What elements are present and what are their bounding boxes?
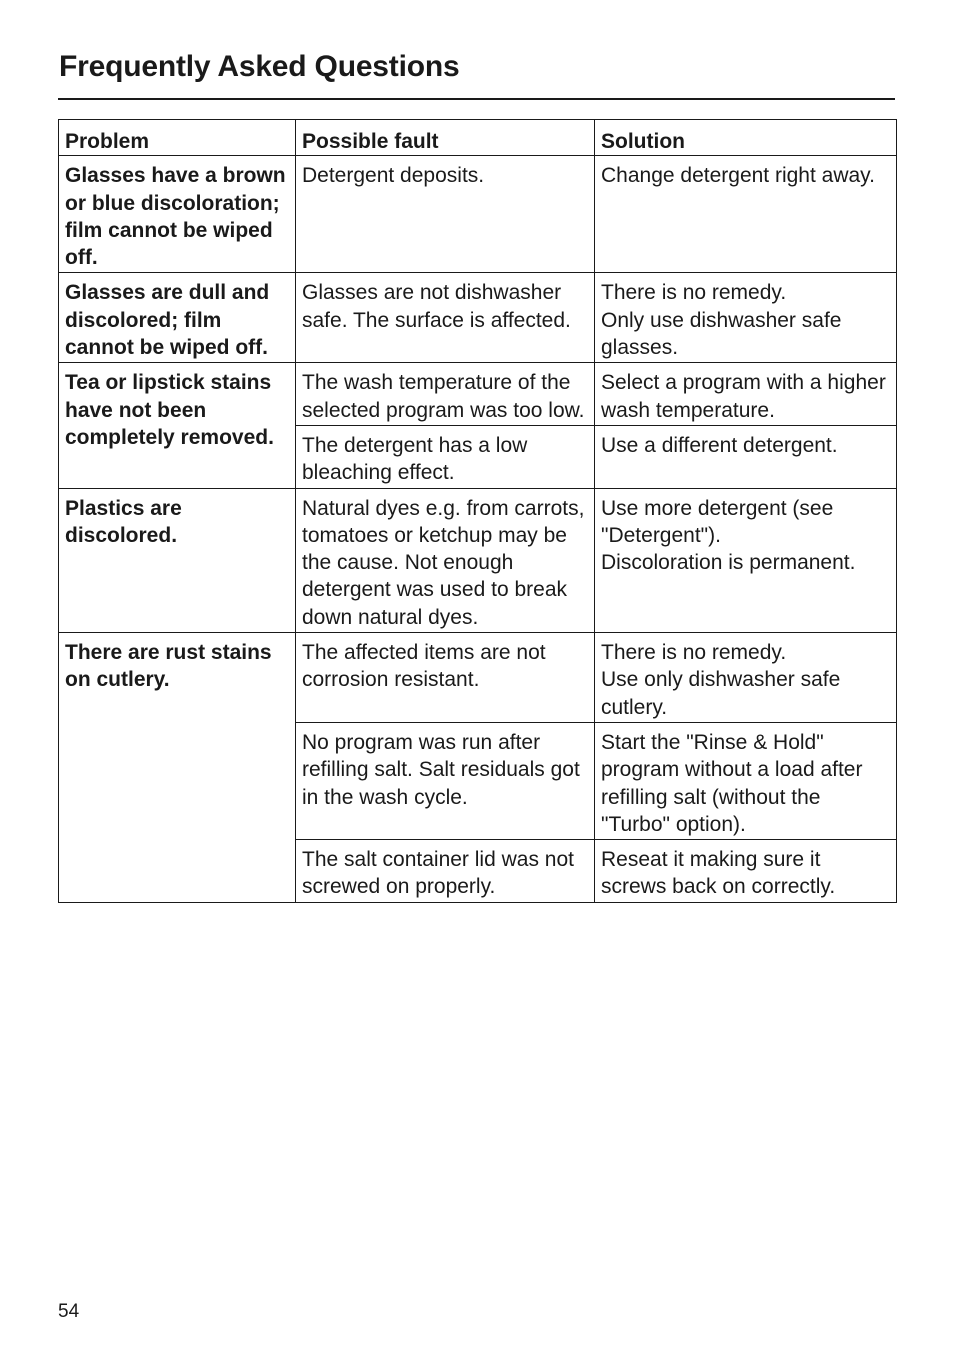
solution-cell [595,722,897,839]
table-row [59,633,897,723]
column-header-possible-fault: Possible fault [296,120,595,156]
solution-line: Only use dishwasher safe glasses. [601,308,842,360]
possible-fault-cell: The salt container lid was not screwed on properly. [296,840,595,903]
problem-cell: Glasses are dull and discolored; film cannot be wiped off. [59,273,296,363]
table-header-row [59,120,897,156]
possible-fault-cell: No program was run after refilling salt. Salt residuals got in the wash cycle. [296,722,595,839]
column-header-solution: Solution [595,120,897,156]
solution-line: Discoloration is permanent. [601,551,856,575]
solution-line: Start the "Rinse & Hold" program without a load after refilling salt (without the "Turbo" option). [601,730,863,836]
page-number: 54 [58,1301,80,1322]
solution-line: Use a different detergent. [601,433,838,457]
problem-cell: There are rust stains on cutlery. [59,633,296,903]
solution-line: There is no remedy. [601,641,787,665]
title-divider [58,98,895,100]
faq-table [58,119,897,903]
possible-fault-cell: The affected items are not corrosion resistant. [296,633,595,723]
table-row [59,363,897,426]
solution-cell [595,840,897,903]
solution-cell [595,363,897,426]
problem-cell: Tea or lipstick stains have not been completely removed. [59,363,296,488]
solution-line: Change detergent right away. [601,164,875,188]
table-row [59,273,897,363]
solution-line: Use only dishwasher safe cutlery. [601,668,841,719]
possible-fault-cell: Glasses are not dishwasher safe. The surface is affected. [296,273,595,363]
solution-cell [595,425,897,488]
page-title: Frequently Asked Questions [59,50,460,83]
solution-line: Reseat it making sure it screws back on correctly. [601,848,836,899]
possible-fault-cell: The wash temperature of the selected program was too low. [296,363,595,426]
possible-fault-cell: Detergent deposits. [296,156,595,273]
problem-cell: Plastics are discolored. [59,488,296,632]
table-row [59,156,897,273]
problem-cell: Glasses have a brown or blue discoloration; film cannot be wiped off. [59,156,296,273]
solution-cell [595,273,897,363]
solution-cell [595,156,897,273]
column-header-problem: Problem [59,120,296,156]
solution-cell [595,488,897,632]
faq-table-body [59,156,897,902]
table-row [59,488,897,632]
solution-line: Select a program with a higher wash temperature. [601,371,886,422]
solution-cell [595,633,897,723]
possible-fault-cell: The detergent has a low bleaching effect. [296,425,595,488]
solution-line: Use more detergent (see "Detergent"). [601,496,834,547]
possible-fault-cell: Natural dyes e.g. from carrots, tomatoes or ketchup may be the cause. Not enough detergent was used to break down natural dyes. [296,488,595,632]
solution-line: There is no remedy. [601,281,787,305]
